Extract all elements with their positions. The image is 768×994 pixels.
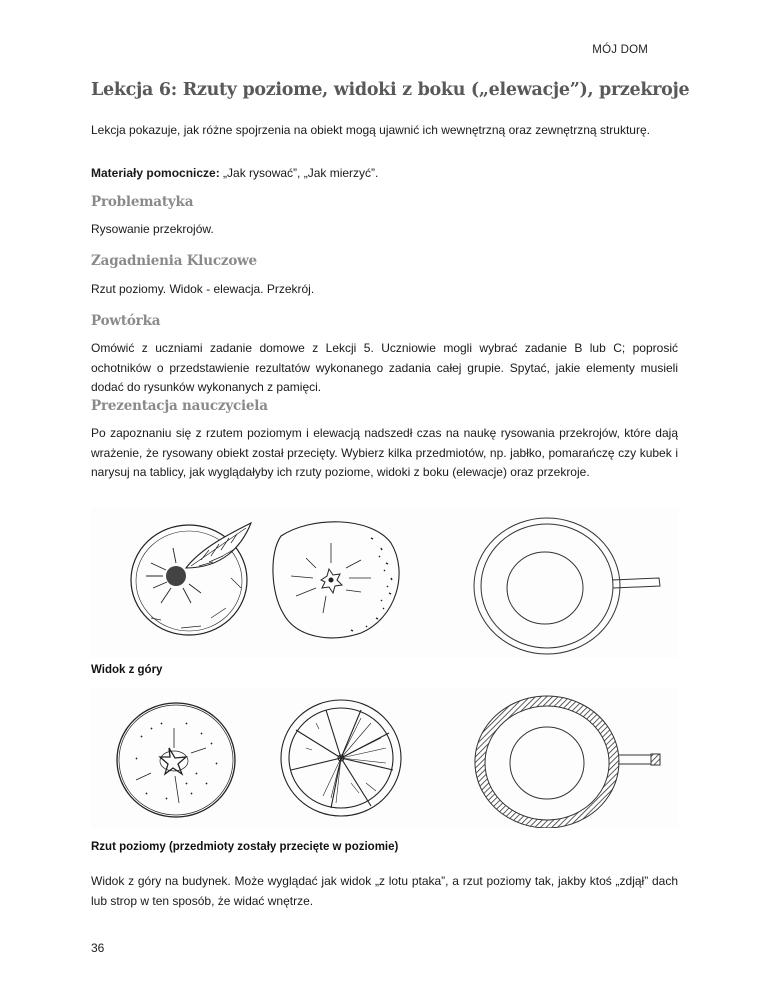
page-number: 36 (91, 941, 105, 955)
orange-top-view-drawing (273, 522, 399, 638)
section-heading-prezentacja: Prezentacja nauczyciela (91, 398, 268, 414)
lesson-intro: Lekcja pokazuje, jak różne spojrzenia na obiekt mogą ujawnić ich wewnętrzną oraz zewnętrzną strukturę. (91, 123, 650, 137)
figure-cross-sections (91, 688, 678, 828)
section-body-zagadnienia: Rzut poziomy. Widok - elewacja. Przekrój. (91, 282, 315, 296)
lesson-title: Lekcja 6: Rzuty poziome, widoki z boku („elewacje”), przekroje (91, 80, 690, 100)
running-header: MÓJ DOM (592, 44, 648, 56)
figure-caption-top-view: Widok z góry (91, 664, 163, 676)
section-body-problematyka: Rysowanie przekrojów. (91, 222, 214, 236)
mug-cross-section-drawing (475, 696, 660, 828)
mug-top-view-drawing (474, 518, 660, 654)
section-heading-zagadnienia: Zagadnienia Kluczowe (91, 253, 257, 269)
apple-cross-section-drawing (117, 703, 235, 817)
figure-top-views (91, 508, 678, 658)
materials-line (91, 164, 678, 184)
section-heading-powtorka: Powtórka (91, 313, 161, 329)
orange-cross-section-drawing (281, 700, 401, 816)
materials-text: „Jak rysować”, „Jak mierzyć”. (219, 166, 379, 180)
materials-label: Materiały pomocnicze: (91, 166, 220, 180)
section-body-powtorka: Omówić z uczniami zadanie domowe z Lekcji 5. Uczniowie mogli wybrać zadanie B lub C; poprosić ochotników o przedstawienie rezultatów wykonanego zadania całej grupie. Spytać, jakie elementy musieli dodać do rysunków wykonanych z pamięci. (91, 341, 678, 394)
apple-top-view-drawing (131, 523, 251, 635)
section-body-prezentacja: Po zapoznaniu się z rzutem poziomym i elewacją nadszedł czas na naukę rysowania przekrojów, które dają wrażenie, że rysowany obiekt został przecięty. Wybierz kilka przedmiotów, np. jabłko, pomarańczę czy kubek i narysuj na tablicy, jak wyglądałyby ich rzuty poziome, widoki z boku (elewacje) oraz przekroje. (91, 426, 678, 479)
section-heading-problematyka: Problematyka (91, 194, 194, 210)
figure-caption-cross-section: Rzut poziomy (przedmioty zostały przecięte w poziomie) (91, 841, 399, 853)
closing-paragraph: Widok z góry na budynek. Może wyglądać jak widok „z lotu ptaka”, a rzut poziomy tak, jakby ktoś „zdjął” dach lub strop w ten sposób, że widać wnętrze. (91, 874, 678, 908)
